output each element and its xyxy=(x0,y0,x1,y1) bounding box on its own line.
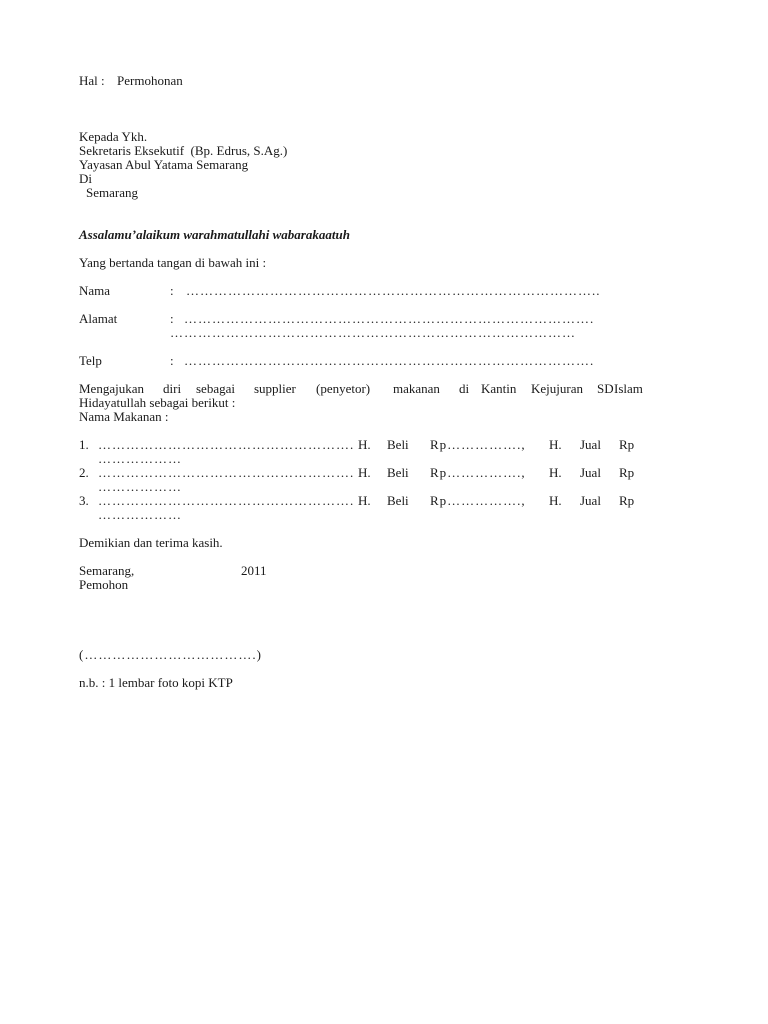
subject-value: Permohonan xyxy=(117,73,183,88)
food-item-dots: ………………………………………………. xyxy=(98,493,355,508)
application-word: diri xyxy=(163,381,182,396)
signer-label: Pemohon xyxy=(79,577,129,592)
food-item-h-beli: H. xyxy=(358,493,371,508)
food-item-continuation: ……………… xyxy=(98,451,182,466)
place: Semarang, xyxy=(79,563,135,578)
application-word: Kantin xyxy=(481,381,517,396)
food-name-label: Nama Makanan : xyxy=(79,409,169,424)
alamat-colon: : xyxy=(170,311,174,326)
recipient-line-4: Di xyxy=(79,171,92,186)
year: 2011 xyxy=(241,563,267,578)
alamat-label: Alamat xyxy=(79,311,118,326)
food-item-h-jual: H. xyxy=(549,465,562,480)
recipient-line-5: Semarang xyxy=(86,185,138,200)
food-item-rp-jual: Rp xyxy=(619,493,635,508)
food-item-jual: Jual xyxy=(580,437,601,452)
application-line-2: Hidayatullah sebagai berikut : xyxy=(79,395,236,410)
intro-text: Yang bertanda tangan di bawah ini : xyxy=(79,255,267,270)
alamat-dots-1: ……………………………………………………………………………. xyxy=(184,311,595,326)
application-word: Islam xyxy=(614,381,643,396)
application-word: makanan xyxy=(393,381,440,396)
application-word: SD xyxy=(597,381,614,396)
food-item-row xyxy=(79,466,637,480)
food-item-rp-beli: Rp……………., xyxy=(430,493,526,508)
application-word: Mengajukan xyxy=(79,381,144,396)
food-item-dots: ………………………………………………. xyxy=(98,465,355,480)
food-item-beli: Beli xyxy=(387,465,409,480)
food-item-rp-jual: Rp xyxy=(619,437,635,452)
signature-line: (……………………………….) xyxy=(79,647,262,662)
food-item-beli: Beli xyxy=(387,493,409,508)
application-word: supplier xyxy=(254,381,296,396)
food-item-continuation: ……………… xyxy=(98,479,182,494)
food-item-row xyxy=(79,438,637,452)
food-item-rp-beli: Rp……………., xyxy=(430,437,526,452)
telp-label: Telp xyxy=(79,353,102,368)
nama-label: Nama xyxy=(79,283,111,298)
recipient-line-3: Yayasan Abul Yatama Semarang xyxy=(79,157,249,172)
food-item-number: 3. xyxy=(79,493,89,508)
food-item-beli: Beli xyxy=(387,437,409,452)
nama-colon: : xyxy=(170,283,174,298)
application-line-1 xyxy=(79,381,643,396)
food-item-number: 1. xyxy=(79,437,89,452)
recipient-line-2: Sekretaris Eksekutif (Bp. Edrus, S.Ag.) xyxy=(79,143,288,158)
note: n.b. : 1 lembar foto kopi KTP xyxy=(79,675,233,690)
food-item-h-beli: H. xyxy=(358,437,371,452)
alamat-dots-2: …………………………………………………………………………… xyxy=(170,325,576,340)
food-item-rp-beli: Rp……………., xyxy=(430,465,526,480)
food-item-dots: ………………………………………………. xyxy=(98,437,355,452)
food-item-jual: Jual xyxy=(580,465,601,480)
greeting: Assalamu’alaikum warahmatullahi wabarakaatuh xyxy=(79,227,350,242)
nama-dots: …………………………………………………………………………….. xyxy=(186,283,601,298)
food-item-h-jual: H. xyxy=(549,437,562,452)
telp-dots: ……………………………………………………………………………. xyxy=(184,353,595,368)
food-item-h-jual: H. xyxy=(549,493,562,508)
recipient-line-1: Kepada Ykh. xyxy=(79,129,148,144)
closing-text: Demikian dan terima kasih. xyxy=(79,535,223,550)
application-word: Kejujuran xyxy=(531,381,583,396)
food-item-rp-jual: Rp xyxy=(619,465,635,480)
food-item-h-beli: H. xyxy=(358,465,371,480)
food-item-number: 2. xyxy=(79,465,89,480)
food-item-row xyxy=(79,494,637,508)
application-word: (penyetor) xyxy=(316,381,371,396)
telp-colon: : xyxy=(170,353,174,368)
food-item-continuation: ……………… xyxy=(98,507,182,522)
subject-label: Hal : xyxy=(79,73,105,88)
food-item-jual: Jual xyxy=(580,493,601,508)
application-word: di xyxy=(459,381,470,396)
application-word: sebagai xyxy=(196,381,235,396)
